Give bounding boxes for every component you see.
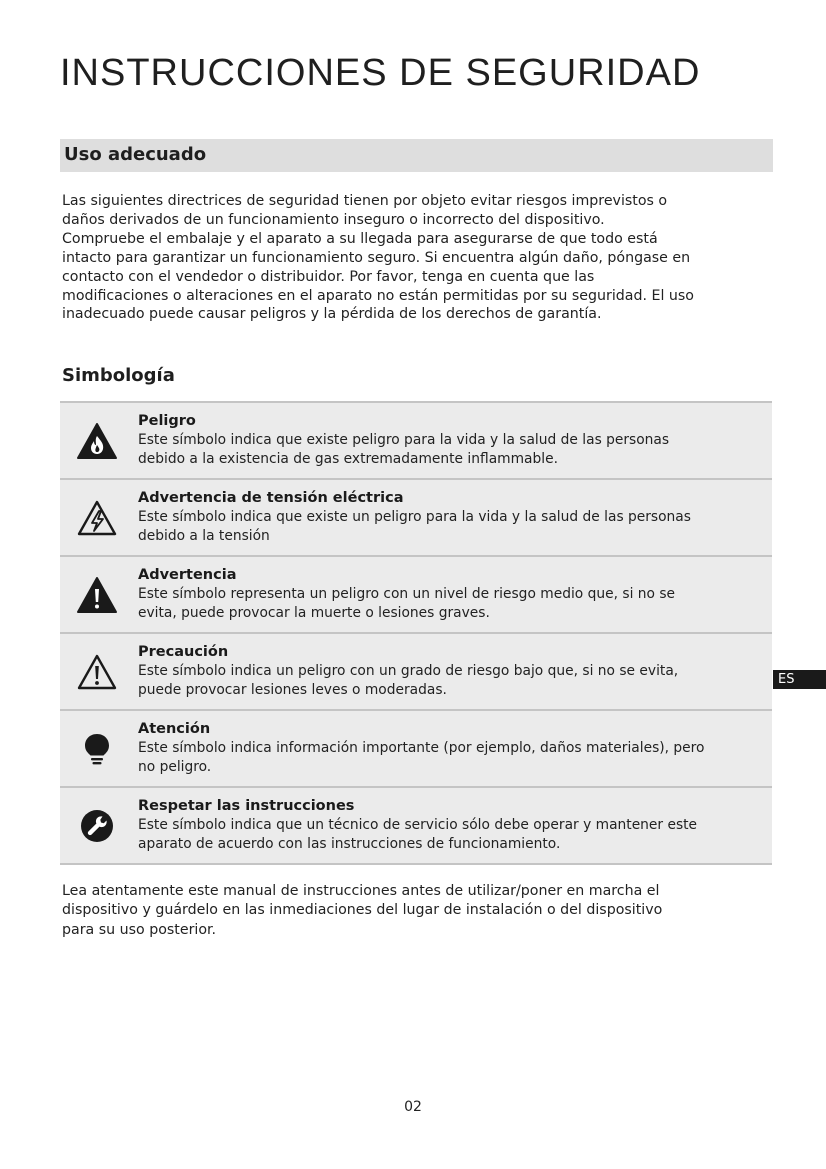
intro-line: contacto con el vendedor o distribuidor. Por favor, tenga en cuenta que las — [62, 268, 595, 285]
section-heading-proper-use: Uso adecuado — [64, 144, 207, 165]
symbol-row-warning — [60, 557, 772, 634]
symbol-description-line: Este símbolo indica un peligro con un grado de riesgo bajo que, si no se evita, — [138, 663, 679, 679]
symbol-description-line: Este símbolo indica que un técnico de servicio sólo debe operar y mantener este — [138, 817, 698, 833]
warning-filled-icon — [76, 575, 118, 615]
fire-warning-icon — [76, 421, 118, 461]
closing-line: Lea atentamente este manual de instrucciones antes de utilizar/poner en marcha el — [62, 883, 660, 899]
lightbulb-icon — [76, 729, 118, 769]
intro-line: modificaciones o alteraciones en el aparato no están permitidas por su seguridad. El uso — [62, 287, 694, 304]
symbol-description-line: Este símbolo indica que existe peligro para la vida y la salud de las personas — [138, 432, 670, 448]
closing-line: dispositivo y guárdelo en las inmediaciones del lugar de instalación o del dispositivo — [62, 902, 663, 919]
symbol-description-line: aparato de acuerdo con las instrucciones de funcionamiento. — [138, 835, 561, 852]
section-heading-symbology: Simbología — [62, 365, 175, 386]
symbol-row-follow-instructions — [60, 788, 772, 865]
symbol-label: Atención — [138, 721, 211, 737]
symbol-description-line: Este símbolo representa un peligro con un nivel de riesgo medio que, si no se — [138, 586, 676, 602]
intro-line: daños derivados de un funcionamiento inseguro o incorrecto del dispositivo. — [62, 211, 605, 228]
symbol-description-line: puede provocar lesiones leves o moderadas. — [138, 681, 447, 698]
symbol-row-danger — [60, 403, 772, 480]
caution-outline-icon — [76, 652, 118, 692]
intro-line: intacto para garantizar un funcionamiento seguro. Si encuentra algún daño, póngase en — [62, 249, 691, 266]
intro-line: Compruebe el embalaje y el aparato a su llegada para asegurarse de que todo está — [62, 230, 658, 247]
symbol-description-line: no peligro. — [138, 758, 212, 775]
symbol-row-attention — [60, 711, 772, 788]
symbol-description-line: debido a la tensión — [138, 527, 270, 544]
closing-paragraph — [62, 882, 774, 940]
symbol-label: Peligro — [138, 413, 196, 429]
closing-line: para su uso posterior. — [62, 921, 217, 938]
section-heading-bar — [60, 139, 773, 172]
wrench-icon — [76, 806, 118, 846]
symbol-table — [60, 401, 772, 865]
language-tab: ES — [773, 670, 826, 689]
symbol-row-electric-warning — [60, 480, 772, 557]
symbol-label: Advertencia — [138, 567, 237, 583]
symbol-label: Advertencia de tensión eléctrica — [138, 490, 404, 506]
electric-warning-icon — [76, 498, 118, 538]
intro-line: Las siguientes directrices de seguridad tienen por objeto evitar riesgos imprevistos o — [62, 193, 668, 209]
symbol-description-line: Este símbolo indica que existe un peligro para la vida y la salud de las personas — [138, 509, 691, 525]
symbol-description-line: evita, puede provocar la muerte o lesiones graves. — [138, 604, 490, 621]
symbol-label: Respetar las instrucciones — [138, 798, 355, 814]
page-number: 02 — [404, 1099, 422, 1115]
intro-paragraph — [62, 192, 774, 324]
symbol-row-caution — [60, 634, 772, 711]
symbol-description-line: debido a la existencia de gas extremadamente inflammable. — [138, 450, 558, 467]
intro-line: inadecuado puede causar peligros y la pérdida de los derechos de garantía. — [62, 306, 602, 323]
page-title: INSTRUCCIONES DE SEGURIDAD — [60, 52, 701, 94]
symbol-description-line: Este símbolo indica información importante (por ejemplo, daños materiales), pero — [138, 740, 705, 756]
symbol-label: Precaución — [138, 644, 229, 660]
